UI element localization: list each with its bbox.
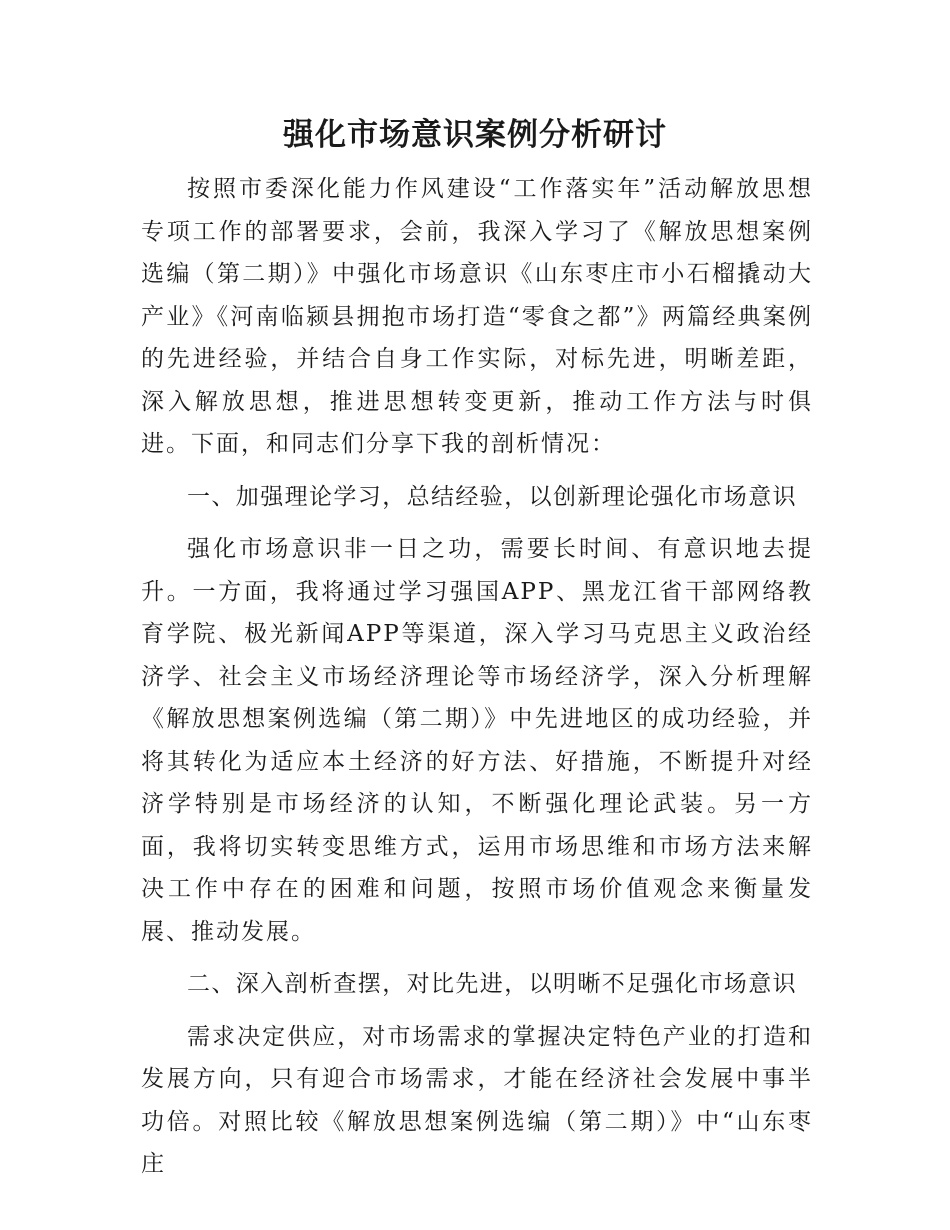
section-2-paragraph: 需求决定供应，对市场需求的掌握决定特色产业的打造和发展方向，只有迎合市场需求，才能在经济社会发展中事半功倍。对照比较《解放思想案例选编（第二期）》中“山东枣庄 [141, 1023, 813, 1177]
document-body [141, 168, 813, 1196]
section-1-paragraph: 强化市场意识非一日之功，需要长时间、有意识地去提升。一方面，我将通过学习强国APP、黑龙江省干部网络教育学院、极光新闻APP等渠道，深入学习马克思主义政治经济学、社会主义市场经济理论等市场经济学，深入分析理解《解放思想案例选编（第二期）》中先进地区的成功经验，并将其转化为适应本土经济的好方法、好措施，不断提升对经济学特别是市场经济的认知，不断强化理论武装。另一方面，我将切实转变思维方式，运用市场思维和市场方法来解决工作中存在的困难和问题，按照市场价值观念来衡量发展、推动发展。 [141, 536, 813, 945]
intro-paragraph: 按照市委深化能力作风建设“工作落实年”活动解放思想专项工作的部署要求，会前，我深入学习了《解放思想案例选编（第二期）》中强化市场意识《山东枣庄市小石榴撬动大产业》《河南临颍县拥抱市场打造“零食之都”》两篇经典案例的先进经验，并结合自身工作实际，对标先进，明晰差距，深入解放思想，推进思想转变更新，推动工作方法与时俱进。下面，和同志们分享下我的剖析情况： [141, 176, 813, 457]
section-heading-2: 二、深入剖析查摆，对比先进，以明晰不足强化市场意识 [187, 971, 797, 997]
document-title: 强化市场意识案例分析研讨 [283, 117, 667, 153]
section-heading-1: 一、加强理论学习，总结经验，以创新理论强化市场意识 [187, 483, 797, 510]
